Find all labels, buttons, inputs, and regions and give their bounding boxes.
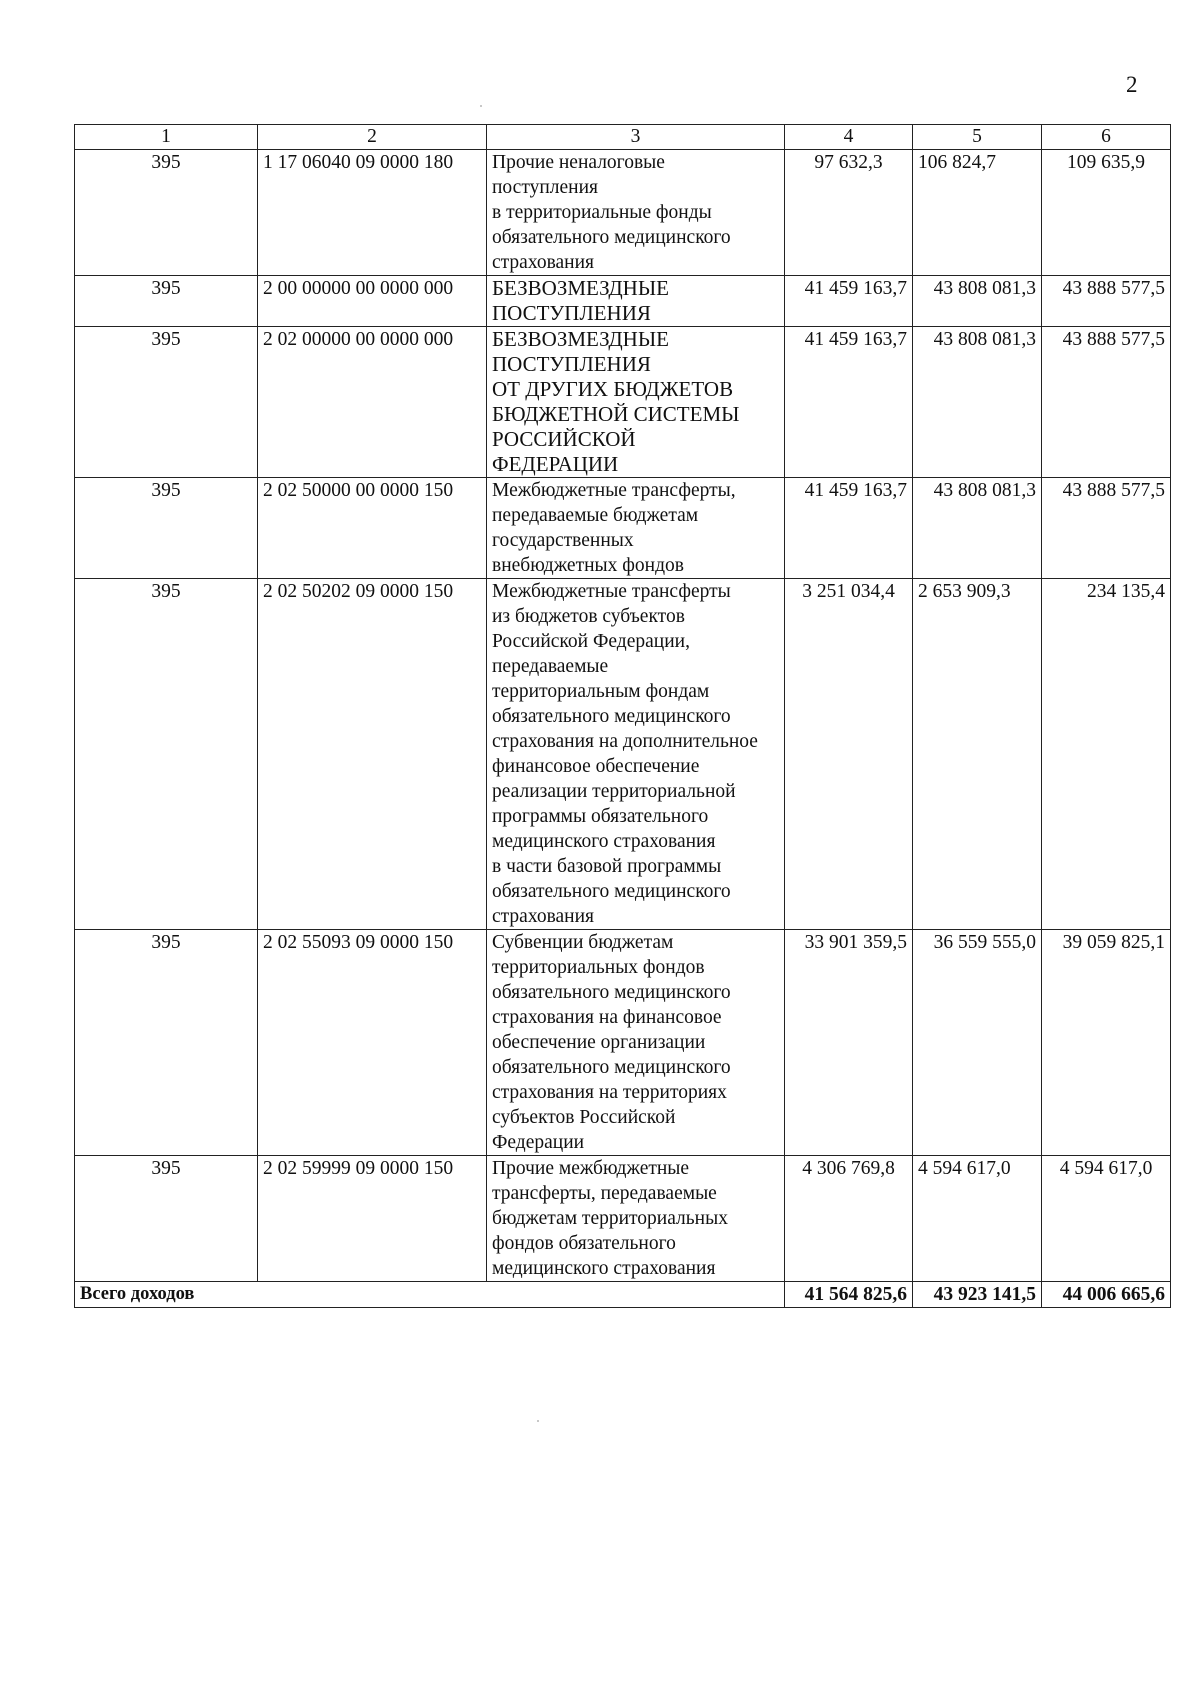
budget-code-cell: 2 02 59999 09 0000 150 <box>258 1156 487 1282</box>
revenue-name-cell: Прочие межбюджетные трансферты, передаваемые бюджетам территориальных фондов обязательного медицинского страхования <box>487 1156 785 1282</box>
admin-code-cell: 395 <box>75 150 258 276</box>
budget-code-cell: 2 00 00000 00 0000 000 <box>258 276 487 327</box>
column-header-4: 4 <box>785 125 913 150</box>
amount-year1-cell: 3 251 034,4 <box>785 579 913 930</box>
total-row <box>75 1282 1171 1308</box>
budget-code-cell: 1 17 06040 09 0000 180 <box>258 150 487 276</box>
amount-year3-cell: 234 135,4 <box>1042 579 1171 930</box>
amount-year2-cell: 2 653 909,3 <box>913 579 1042 930</box>
table-row <box>75 150 1171 276</box>
amount-year3-cell: 4 594 617,0 <box>1042 1156 1171 1282</box>
column-header-5: 5 <box>913 125 1042 150</box>
admin-code-cell: 395 <box>75 579 258 930</box>
table-row <box>75 327 1171 478</box>
total-label: Всего доходов <box>75 1282 785 1308</box>
amount-year3-cell: 39 059 825,1 <box>1042 930 1171 1156</box>
revenue-table <box>74 124 1171 1308</box>
amount-year2-cell: 43 808 081,3 <box>913 327 1042 478</box>
amount-year3-cell: 109 635,9 <box>1042 150 1171 276</box>
admin-code-cell: 395 <box>75 276 258 327</box>
amount-year1-cell: 33 901 359,5 <box>785 930 913 1156</box>
table-row <box>75 276 1171 327</box>
amount-year3-cell: 43 888 577,5 <box>1042 478 1171 579</box>
amount-year3-cell: 43 888 577,5 <box>1042 327 1171 478</box>
amount-year2-cell: 36 559 555,0 <box>913 930 1042 1156</box>
table-row <box>75 1156 1171 1282</box>
amount-year2-cell: 43 808 081,3 <box>913 478 1042 579</box>
revenue-name-cell: Субвенции бюджетам территориальных фондов обязательного медицинского страхования на финансовое обеспечение организации обязательного медицинского страхования на территориях субъектов Российской Федерации <box>487 930 785 1156</box>
table-row <box>75 478 1171 579</box>
budget-code-cell: 2 02 00000 00 0000 000 <box>258 327 487 478</box>
total-year3-cell: 44 006 665,6 <box>1042 1282 1171 1308</box>
revenue-name-cell: БЕЗВОЗМЕЗДНЫЕ ПОСТУПЛЕНИЯ <box>487 276 785 327</box>
amount-year1-cell: 41 459 163,7 <box>785 327 913 478</box>
total-year1-cell: 41 564 825,6 <box>785 1282 913 1308</box>
amount-year1-cell: 41 459 163,7 <box>785 276 913 327</box>
revenue-name-cell: Межбюджетные трансферты из бюджетов субъектов Российской Федерации, передаваемые территориальным фондам обязательного медицинского страхования на дополнительное финансовое обеспечение реализации территориальной программы обязательного медицинского страхования в части базовой программы обязательного медицинского страхования <box>487 579 785 930</box>
amount-year1-cell: 4 306 769,8 <box>785 1156 913 1282</box>
column-header-6: 6 <box>1042 125 1171 150</box>
amount-year2-cell: 43 808 081,3 <box>913 276 1042 327</box>
table-row <box>75 579 1171 930</box>
scan-speck <box>537 1420 539 1422</box>
budget-code-cell: 2 02 55093 09 0000 150 <box>258 930 487 1156</box>
amount-year1-cell: 97 632,3 <box>785 150 913 276</box>
amount-year1-cell: 41 459 163,7 <box>785 478 913 579</box>
admin-code-cell: 395 <box>75 1156 258 1282</box>
admin-code-cell: 395 <box>75 327 258 478</box>
admin-code-cell: 395 <box>75 478 258 579</box>
budget-code-cell: 2 02 50202 09 0000 150 <box>258 579 487 930</box>
total-year2-cell: 43 923 141,5 <box>913 1282 1042 1308</box>
admin-code-cell: 395 <box>75 930 258 1156</box>
amount-year2-cell: 4 594 617,0 <box>913 1156 1042 1282</box>
table-row <box>75 930 1171 1156</box>
table-header-row <box>75 125 1171 150</box>
budget-code-cell: 2 02 50000 00 0000 150 <box>258 478 487 579</box>
amount-year2-cell: 106 824,7 <box>913 150 1042 276</box>
revenue-name-cell: Межбюджетные трансферты, передаваемые бюджетам государственных внебюджетных фондов <box>487 478 785 579</box>
page-number: 2 <box>1126 72 1138 97</box>
column-header-2: 2 <box>258 125 487 150</box>
revenue-name-cell: БЕЗВОЗМЕЗДНЫЕ ПОСТУПЛЕНИЯ ОТ ДРУГИХ БЮДЖЕТОВ БЮДЖЕТНОЙ СИСТЕМЫ РОССИЙСКОЙ ФЕДЕРАЦИИ <box>487 327 785 478</box>
column-header-3: 3 <box>487 125 785 150</box>
amount-year3-cell: 43 888 577,5 <box>1042 276 1171 327</box>
scan-speck <box>480 105 482 107</box>
column-header-1: 1 <box>75 125 258 150</box>
revenue-name-cell: Прочие неналоговые поступления в территориальные фонды обязательного медицинского страхования <box>487 150 785 276</box>
